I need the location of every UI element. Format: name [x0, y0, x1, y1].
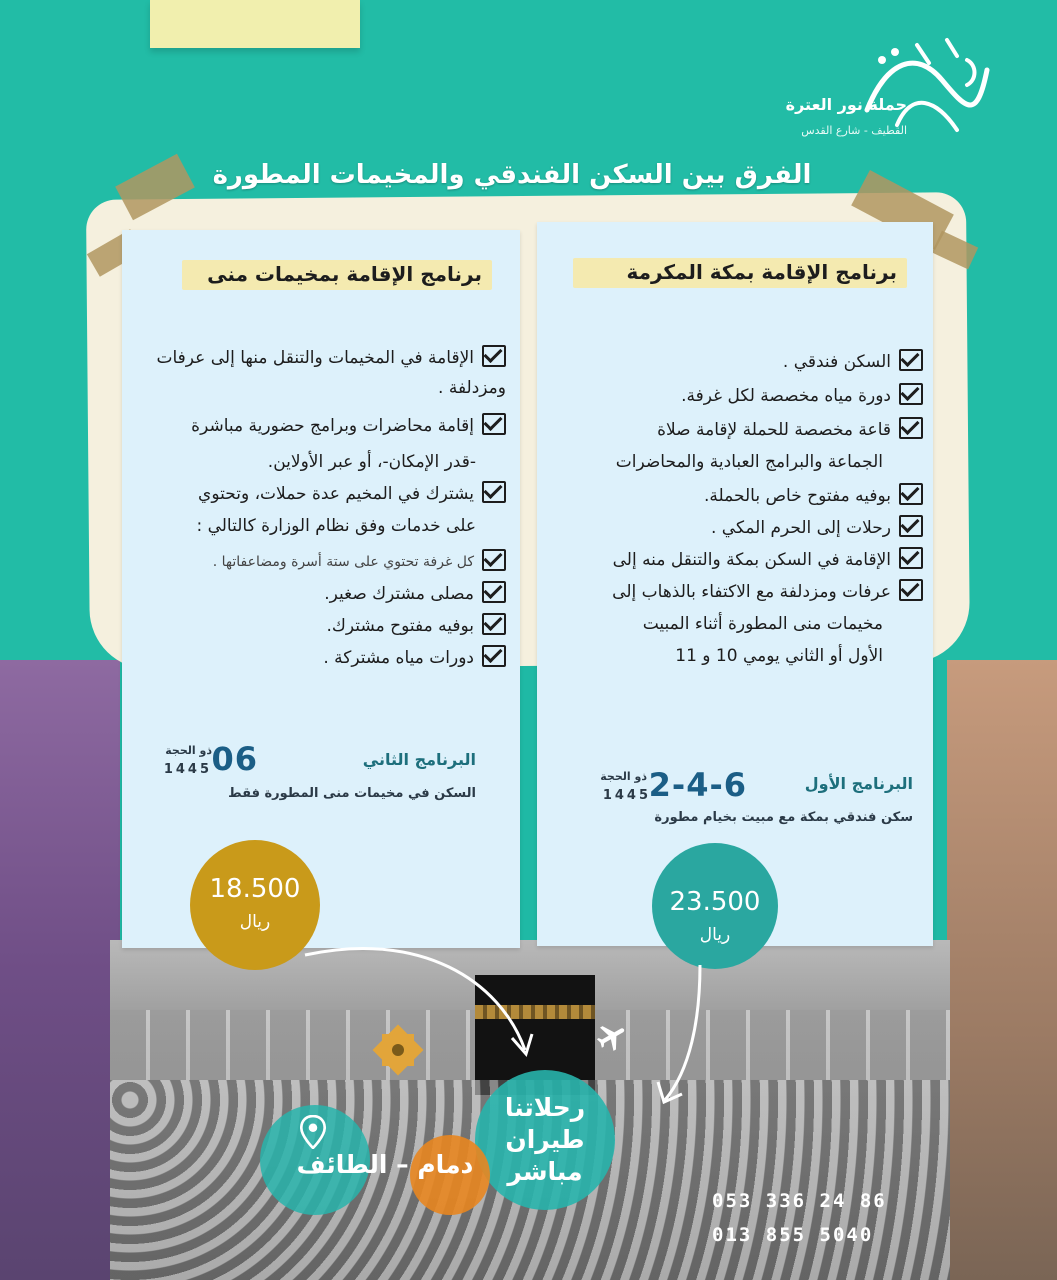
check-icon — [899, 579, 923, 601]
flights-line-1: رحلاتنا — [504, 1093, 586, 1122]
main-title: الفرق بين السكن الفندقي والمخيمات المطورة — [212, 160, 812, 190]
list-item: قاعة مخصصة للحملة لإقامة صلاة — [657, 414, 923, 446]
left-currency: ريال — [239, 912, 271, 932]
airplane-icon — [595, 1020, 629, 1054]
list-item: عرفات ومزدلفة مع الاكتفاء بالذهاب إلى — [612, 576, 923, 608]
check-icon — [482, 549, 506, 571]
right-program-panel — [537, 222, 933, 946]
list-item: بوفيه مفتوح خاص بالحملة. — [704, 480, 923, 512]
left-program-days: 06 — [211, 740, 258, 778]
left-panel-title: برنامج الإقامة بمخيمات منى — [207, 262, 482, 286]
check-icon — [482, 413, 506, 435]
check-icon — [482, 581, 506, 603]
list-item-continued: الجماعة والبرامج العبادية والمحاضرات — [615, 452, 883, 472]
check-icon — [899, 483, 923, 505]
left-price: 18.500 — [209, 874, 301, 904]
list-item: السكن فندقي . — [783, 346, 923, 378]
check-icon — [482, 645, 506, 667]
right-program-name: البرنامج الأول — [804, 774, 913, 793]
list-item-continued: مخيمات منى المطورة أثناء المبيت — [642, 614, 883, 634]
list-item-continued: ومزدلفة . — [438, 378, 506, 398]
list-item: دورات مياه مشتركة . — [323, 642, 506, 674]
list-item-continued: -قدر الإمكان-، أو عبر الأولاين. — [267, 452, 476, 472]
right-program-desc: سكن فندقي بمكة مع مبيت بخيام مطورة — [654, 810, 913, 825]
brand-name: حملة نور العترة — [785, 95, 907, 114]
brand-location: القطيف - شارع القدس — [801, 124, 907, 137]
right-panel-title: برنامج الإقامة بمكة المكرمة — [626, 260, 897, 284]
flights-line-3: مباشر — [507, 1157, 583, 1186]
check-icon — [899, 417, 923, 439]
left-program-month: ذو الحجة — [165, 744, 212, 757]
list-item: إقامة محاضرات وبرامج حضورية مباشرة — [191, 410, 506, 442]
check-icon — [482, 613, 506, 635]
decorative-star-icon — [368, 1020, 428, 1080]
flight-route: دمام – الطائف — [296, 1150, 474, 1179]
flights-line-2: طيران — [505, 1125, 585, 1154]
check-icon — [899, 547, 923, 569]
list-item: الإقامة في المخيمات والتنقل منها إلى عرفات — [156, 342, 506, 374]
background-photo-right — [947, 660, 1057, 1280]
list-item: بوفيه مفتوح مشترك. — [327, 610, 506, 642]
list-item: مصلى مشترك صغير. — [324, 578, 506, 610]
list-item-continued: الأول أو الثاني يومي 10 و 11 — [675, 646, 883, 666]
list-item: كل غرفة تحتوي على ستة أسرة ومضاعفاتها . — [213, 546, 506, 578]
list-item: دورة مياه مخصصة لكل غرفة. — [681, 380, 923, 412]
right-program-days: 2-4-6 — [648, 766, 747, 804]
sticky-note — [150, 0, 360, 48]
list-item: الإقامة في السكن بمكة والتنقل منه إلى — [613, 544, 923, 576]
check-icon — [899, 383, 923, 405]
check-icon — [899, 515, 923, 537]
left-program-name: البرنامج الثاني — [362, 750, 476, 769]
left-feature-list — [126, 342, 506, 702]
right-feature-list — [543, 346, 923, 676]
arrow-icon — [650, 960, 710, 1110]
flights-badge — [475, 1070, 615, 1210]
check-icon — [482, 345, 506, 367]
left-program-panel — [122, 230, 520, 948]
background-photo-left — [0, 660, 120, 1280]
right-program-month: ذو الحجة — [600, 770, 647, 783]
phone-mobile[interactable]: 053 336 24 86 — [712, 1190, 887, 1212]
list-item: رحلات إلى الحرم المكي . — [711, 512, 923, 544]
left-program-desc: السكن في مخيمات منى المطورة فقط — [228, 786, 476, 801]
right-currency: ريال — [699, 925, 731, 945]
check-icon — [482, 481, 506, 503]
list-item: يشترك في المخيم عدة حملات، وتحتوي — [198, 478, 506, 510]
phone-landline[interactable]: 013 855 5040 — [712, 1224, 874, 1246]
right-price: 23.500 — [669, 887, 761, 917]
left-program-year: 1445 — [163, 762, 212, 777]
location-pin-icon — [300, 1115, 326, 1149]
list-item-continued: على خدمات وفق نظام الوزارة كالتالي : — [196, 516, 476, 536]
check-icon — [899, 349, 923, 371]
right-program-year: 1445 — [602, 788, 651, 803]
